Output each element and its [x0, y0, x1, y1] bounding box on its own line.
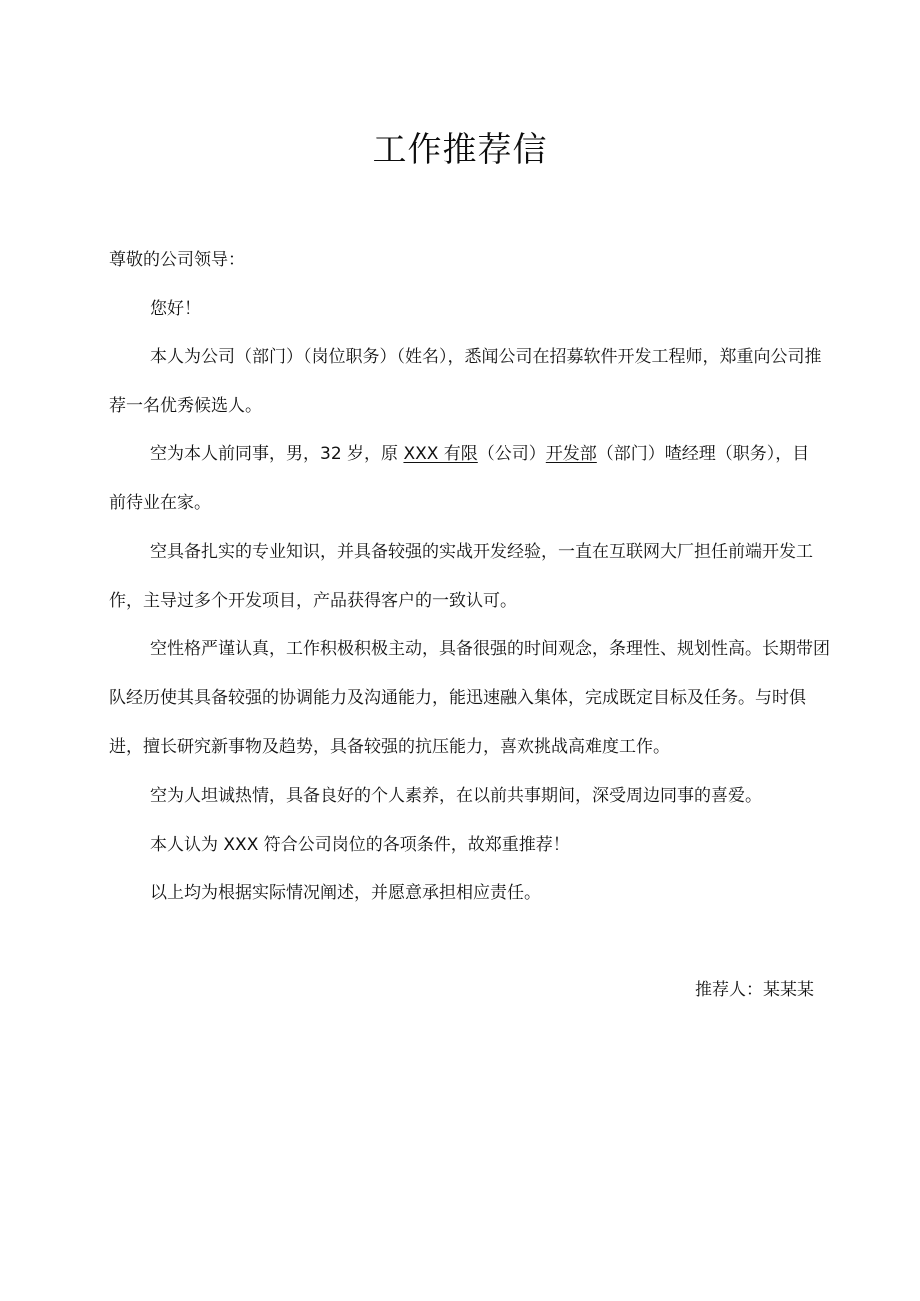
paragraph-character: 空为人坦诚热情，具备良好的个人素养，在以前共事期间，深受周边同事的喜爱。 [150, 786, 762, 806]
background-text-1: 空为本人前同事，男，32 岁，原 [150, 444, 404, 464]
paragraph-recommendation: 本人认为 XXX 符合公司岗位的各项条件，故郑重推荐！ [150, 835, 570, 855]
paragraph-skills: 空具备扎实的专业知识，并具备较强的实战开发经验，一直在互联网大厂担任前端开发工作，主导过多个开发项目，产品获得客户的一致认可。 [109, 542, 813, 611]
greeting: 您好！ [150, 299, 201, 319]
former-department: 开发部 [545, 444, 597, 464]
former-company: XXX 有限 [403, 444, 478, 464]
paragraph-declaration: 以上均为根据实际情况阐述，并愿意承担相应责任。 [150, 883, 541, 903]
background-text-2: （公司） [477, 444, 546, 464]
paragraph-intro: 本人为公司（部门）（岗位职务）（姓名），悉闻公司在招募软件开发工程师，郑重向公司推荐一名优秀候选人。 [109, 347, 822, 416]
page-title: 工作推荐信 [372, 130, 548, 170]
salutation: 尊敬的公司领导： [109, 250, 245, 270]
signature: 推荐人：某某某 [695, 980, 814, 1000]
background-text-3: （部门）喳经理（职务），目前待业在家。 [109, 444, 810, 513]
paragraph-background [109, 430, 823, 528]
paragraph-personality: 空性格严谨认真，工作积极积极主动，具备很强的时间观念，条理性、规划性高。长期带团队经历使其具备较强的协调能力及沟通能力，能迅速融入集体，完成既定目标及任务。与时俱进，擅长研究新事物及趋势，具备较强的抗压能力，喜欢挑战高难度工作。 [109, 639, 830, 757]
